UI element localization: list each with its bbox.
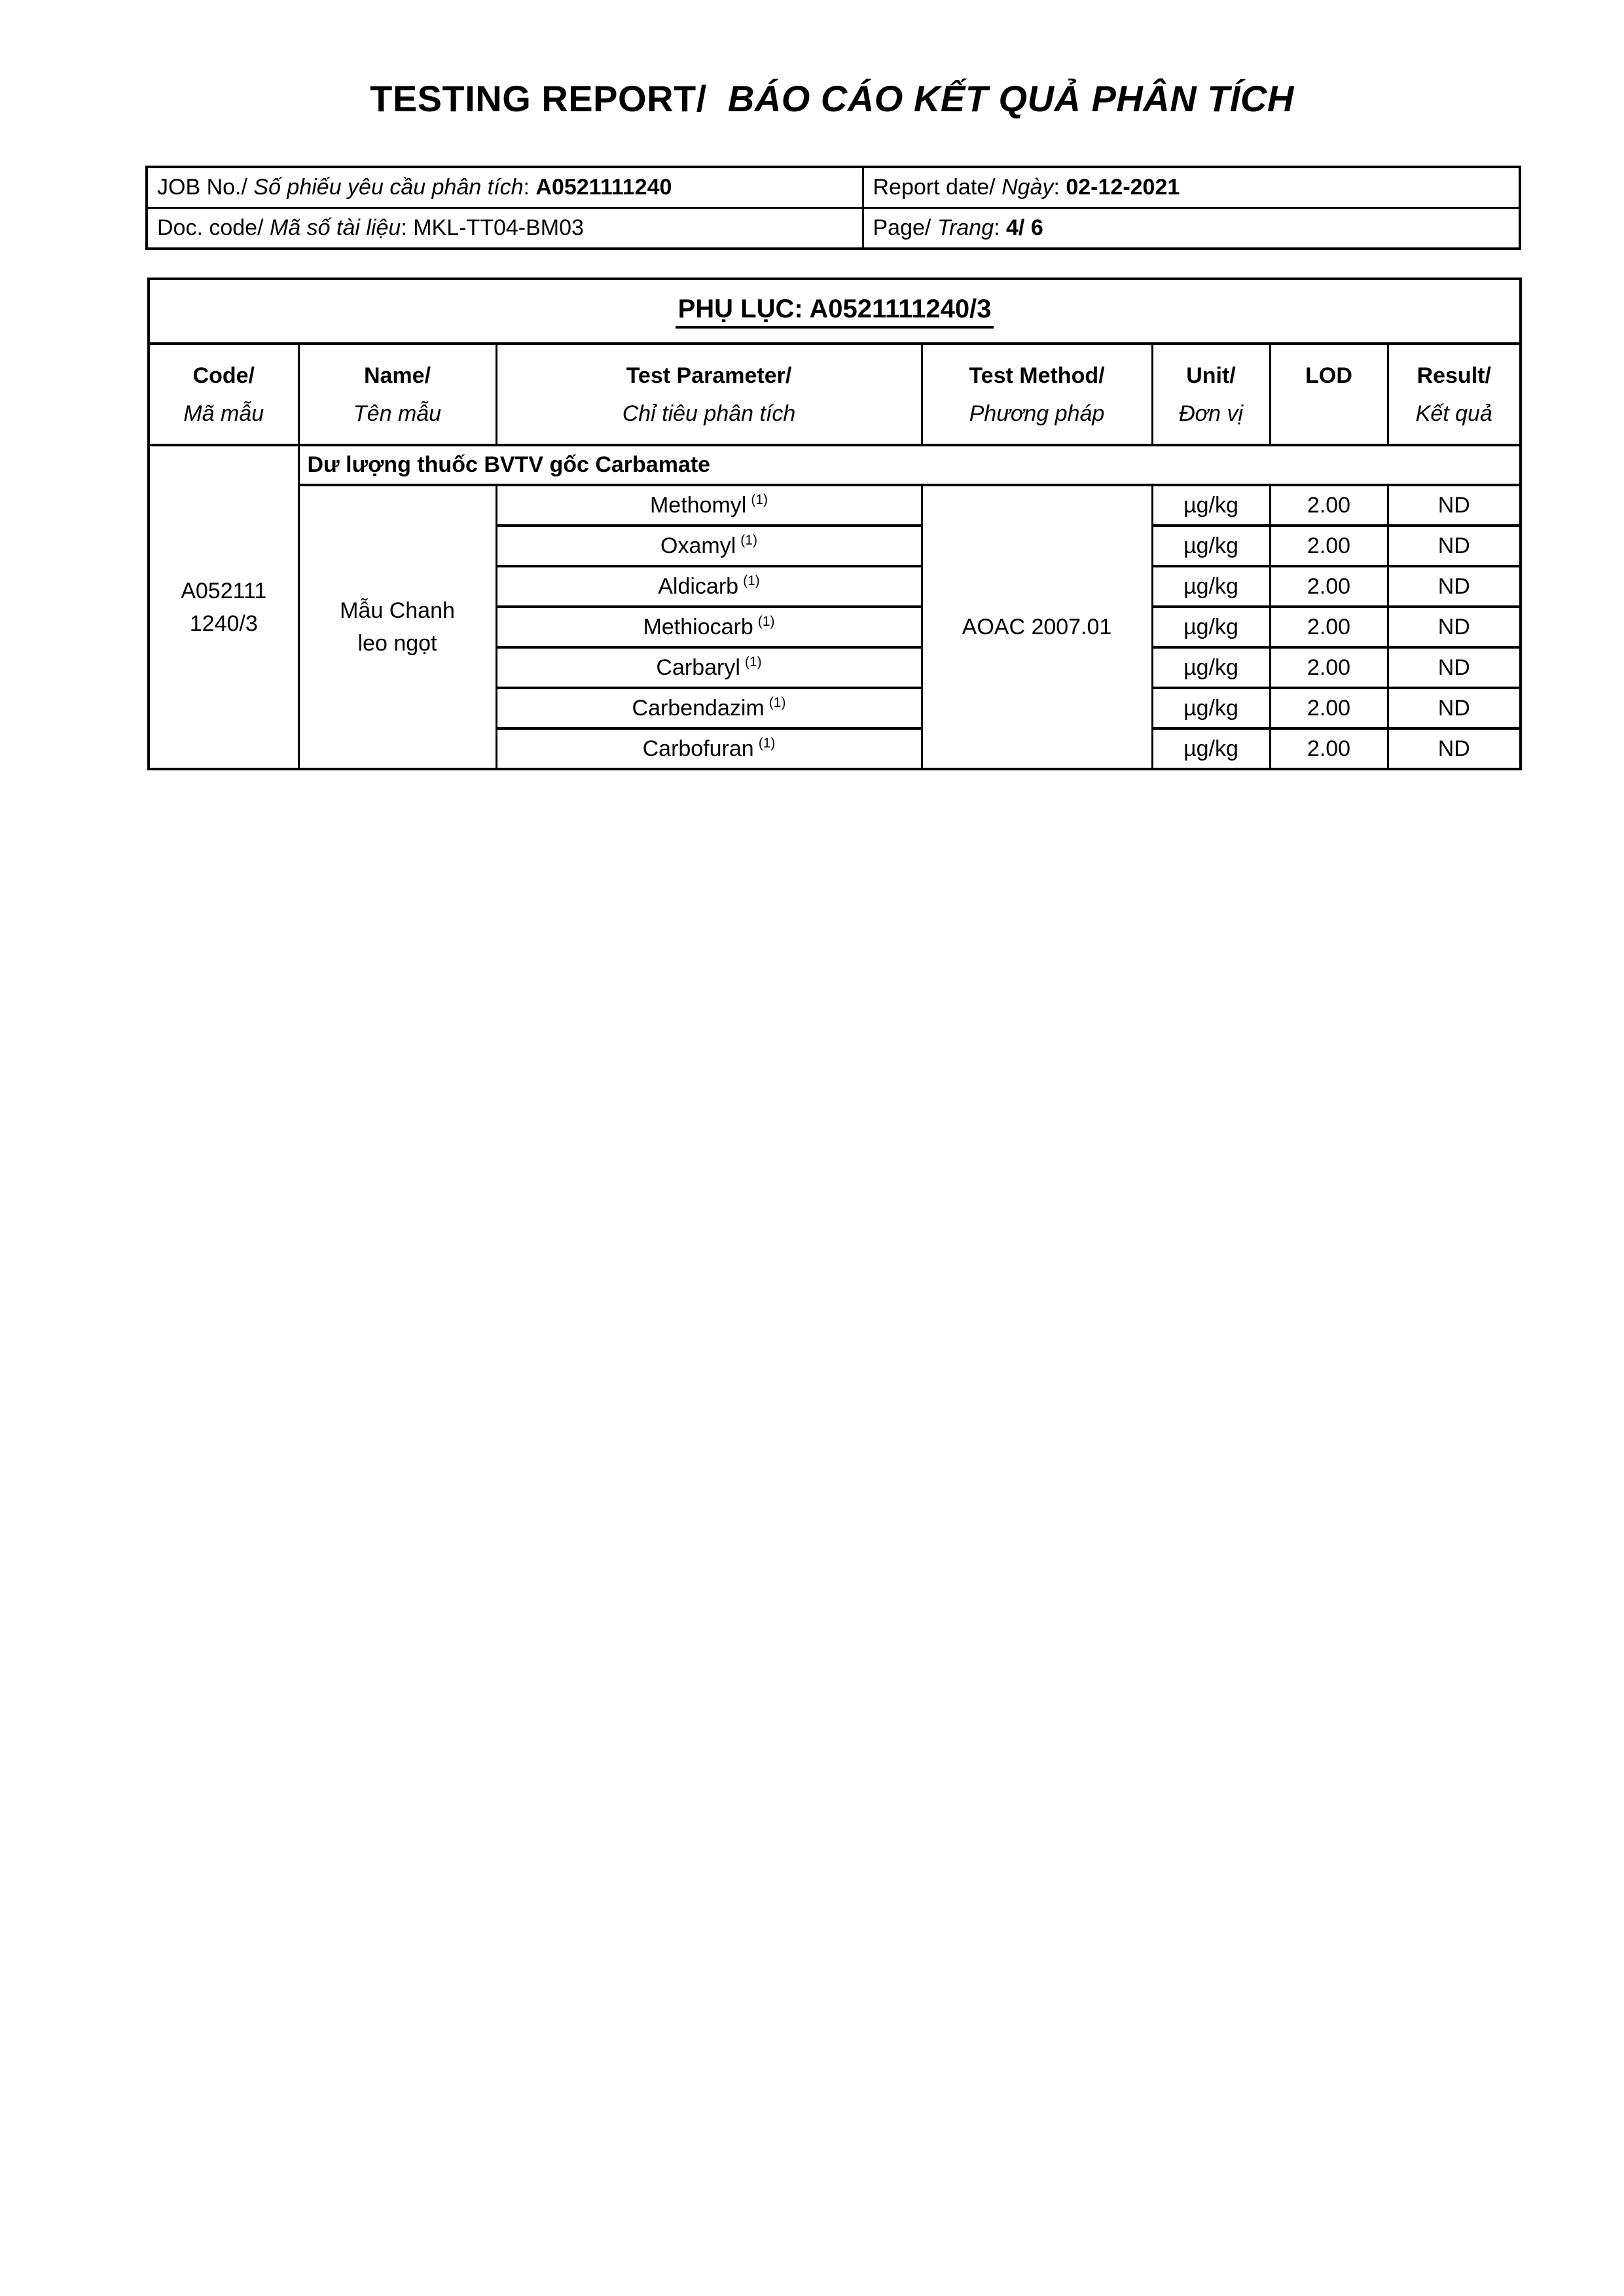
col-header-parameter-vi: Chỉ tiêu phân tích — [622, 401, 796, 426]
result-cell: ND — [1388, 526, 1521, 566]
parameter-note: (1) — [757, 614, 775, 630]
col-header-parameter — [496, 344, 922, 445]
page-label-en: Page/ — [873, 215, 931, 240]
job-no-value: A0521111240 — [535, 175, 672, 200]
lod-cell: 2.00 — [1270, 485, 1388, 526]
page-number-value: 4/ 6 — [1006, 215, 1043, 240]
lod-cell: 2.00 — [1270, 526, 1388, 566]
parameter-note: (1) — [751, 492, 768, 508]
sample-code-line2: 1240/3 — [189, 611, 258, 636]
col-header-name-en: Name/ — [363, 363, 431, 388]
sample-code-line1: A052111 — [181, 578, 267, 603]
parameter-name: Methomyl — [649, 492, 747, 518]
parameter-name: Oxamyl — [660, 533, 736, 558]
page-title — [145, 77, 1519, 120]
result-cell: ND — [1388, 728, 1521, 769]
appendix-caption: PHỤ LỤC: A0521111240/3 — [676, 295, 994, 329]
parameter-cell — [496, 607, 922, 647]
col-header-name — [298, 344, 496, 445]
appendix-caption-row — [149, 279, 1521, 344]
appendix-header-row — [149, 344, 1521, 445]
appendix-caption-cell — [149, 279, 1521, 344]
parameter-cell — [496, 485, 922, 526]
info-row-2 — [147, 208, 1520, 249]
result-cell: ND — [1388, 607, 1521, 647]
unit-cell: µg/kg — [1152, 647, 1270, 688]
result-cell: ND — [1388, 485, 1521, 526]
parameter-cell — [496, 566, 922, 607]
job-no-label-en: JOB No./ — [157, 175, 247, 200]
col-header-code-en: Code/ — [192, 363, 255, 388]
unit-cell: µg/kg — [1152, 566, 1270, 607]
col-header-name-vi: Tên mẫu — [353, 401, 442, 426]
parameter-group-row — [149, 445, 1521, 485]
unit-cell: µg/kg — [1152, 485, 1270, 526]
parameter-name: Methiocarb — [643, 614, 753, 639]
doc-code-label-en: Doc. code/ — [157, 215, 264, 240]
parameter-name: Carbaryl — [656, 655, 740, 680]
report-date-label-vi: Ngày — [1001, 175, 1054, 200]
parameter-cell — [496, 526, 922, 566]
col-header-code-vi: Mã mẫu — [183, 401, 264, 426]
lod-cell: 2.00 — [1270, 607, 1388, 647]
parameter-cell — [496, 728, 922, 769]
unit-cell: µg/kg — [1152, 728, 1270, 769]
sample-code-cell — [149, 445, 298, 769]
job-no-cell — [147, 167, 863, 208]
doc-code-label-vi: Mã số tài liệu — [269, 215, 401, 240]
parameter-note: (1) — [768, 695, 786, 711]
sample-name-line1: Mẫu Chanh — [340, 598, 455, 623]
lod-cell: 2.00 — [1270, 728, 1388, 769]
parameter-note: (1) — [740, 533, 757, 548]
page-number-cell — [863, 208, 1520, 249]
page-colon: : — [994, 215, 1007, 240]
parameter-name: Aldicarb — [658, 573, 739, 599]
parameter-group-header: Dư lượng thuốc BVTV gốc Carbamate — [298, 445, 1521, 485]
unit-cell: µg/kg — [1152, 607, 1270, 647]
col-header-method — [922, 344, 1152, 445]
report-date-cell — [863, 167, 1520, 208]
result-cell: ND — [1388, 647, 1521, 688]
page-label-vi: Trang — [937, 215, 994, 240]
lod-cell: 2.00 — [1270, 647, 1388, 688]
col-header-unit-en: Unit/ — [1186, 363, 1236, 388]
parameter-note: (1) — [743, 573, 760, 589]
parameter-cell — [496, 647, 922, 688]
col-header-unit-vi: Đơn vị — [1178, 401, 1243, 426]
page-title-en: TESTING REPORT/ — [370, 78, 707, 119]
lod-cell: 2.00 — [1270, 688, 1388, 728]
parameter-cell — [496, 688, 922, 728]
parameter-name: Carbofuran — [642, 736, 754, 761]
sample-name-cell — [298, 485, 496, 769]
parameter-name: Carbendazim — [632, 695, 765, 721]
col-header-lod-en: LOD — [1305, 363, 1352, 388]
unit-cell: µg/kg — [1152, 688, 1270, 728]
sample-name-line2: leo ngọt — [357, 631, 437, 656]
parameter-note: (1) — [758, 736, 776, 751]
unit-cell: µg/kg — [1152, 526, 1270, 566]
report-date-label-en: Report date/ — [873, 175, 996, 200]
info-table — [145, 166, 1521, 250]
test-method-cell: AOAC 2007.01 — [922, 485, 1152, 769]
report-date-value: 02-12-2021 — [1066, 175, 1180, 200]
result-row — [149, 485, 1521, 526]
title-space — [717, 78, 728, 119]
result-cell: ND — [1388, 566, 1521, 607]
lod-cell: 2.00 — [1270, 566, 1388, 607]
report-date-colon: : — [1053, 175, 1066, 200]
col-header-code — [149, 344, 298, 445]
col-header-method-vi: Phương pháp — [969, 401, 1105, 426]
doc-code-colon: : — [401, 215, 414, 240]
col-header-result-vi: Kết quả — [1415, 401, 1492, 426]
doc-code-value: MKL-TT04-BM03 — [413, 215, 584, 240]
col-header-result — [1388, 344, 1521, 445]
appendix-table — [147, 278, 1522, 770]
job-no-colon: : — [523, 175, 536, 200]
col-header-result-en: Result/ — [1416, 363, 1491, 388]
page-title-vi: BÁO CÁO KẾT QUẢ PHÂN TÍCH — [727, 78, 1294, 119]
result-cell: ND — [1388, 688, 1521, 728]
parameter-note: (1) — [744, 655, 762, 670]
col-header-method-en: Test Method/ — [969, 363, 1105, 388]
col-header-lod — [1270, 344, 1388, 445]
col-header-unit — [1152, 344, 1270, 445]
doc-code-cell — [147, 208, 863, 249]
info-row-1 — [147, 167, 1520, 208]
job-no-label-vi: Số phiếu yêu cầu phân tích — [253, 175, 524, 200]
col-header-parameter-en: Test Parameter/ — [626, 363, 792, 388]
